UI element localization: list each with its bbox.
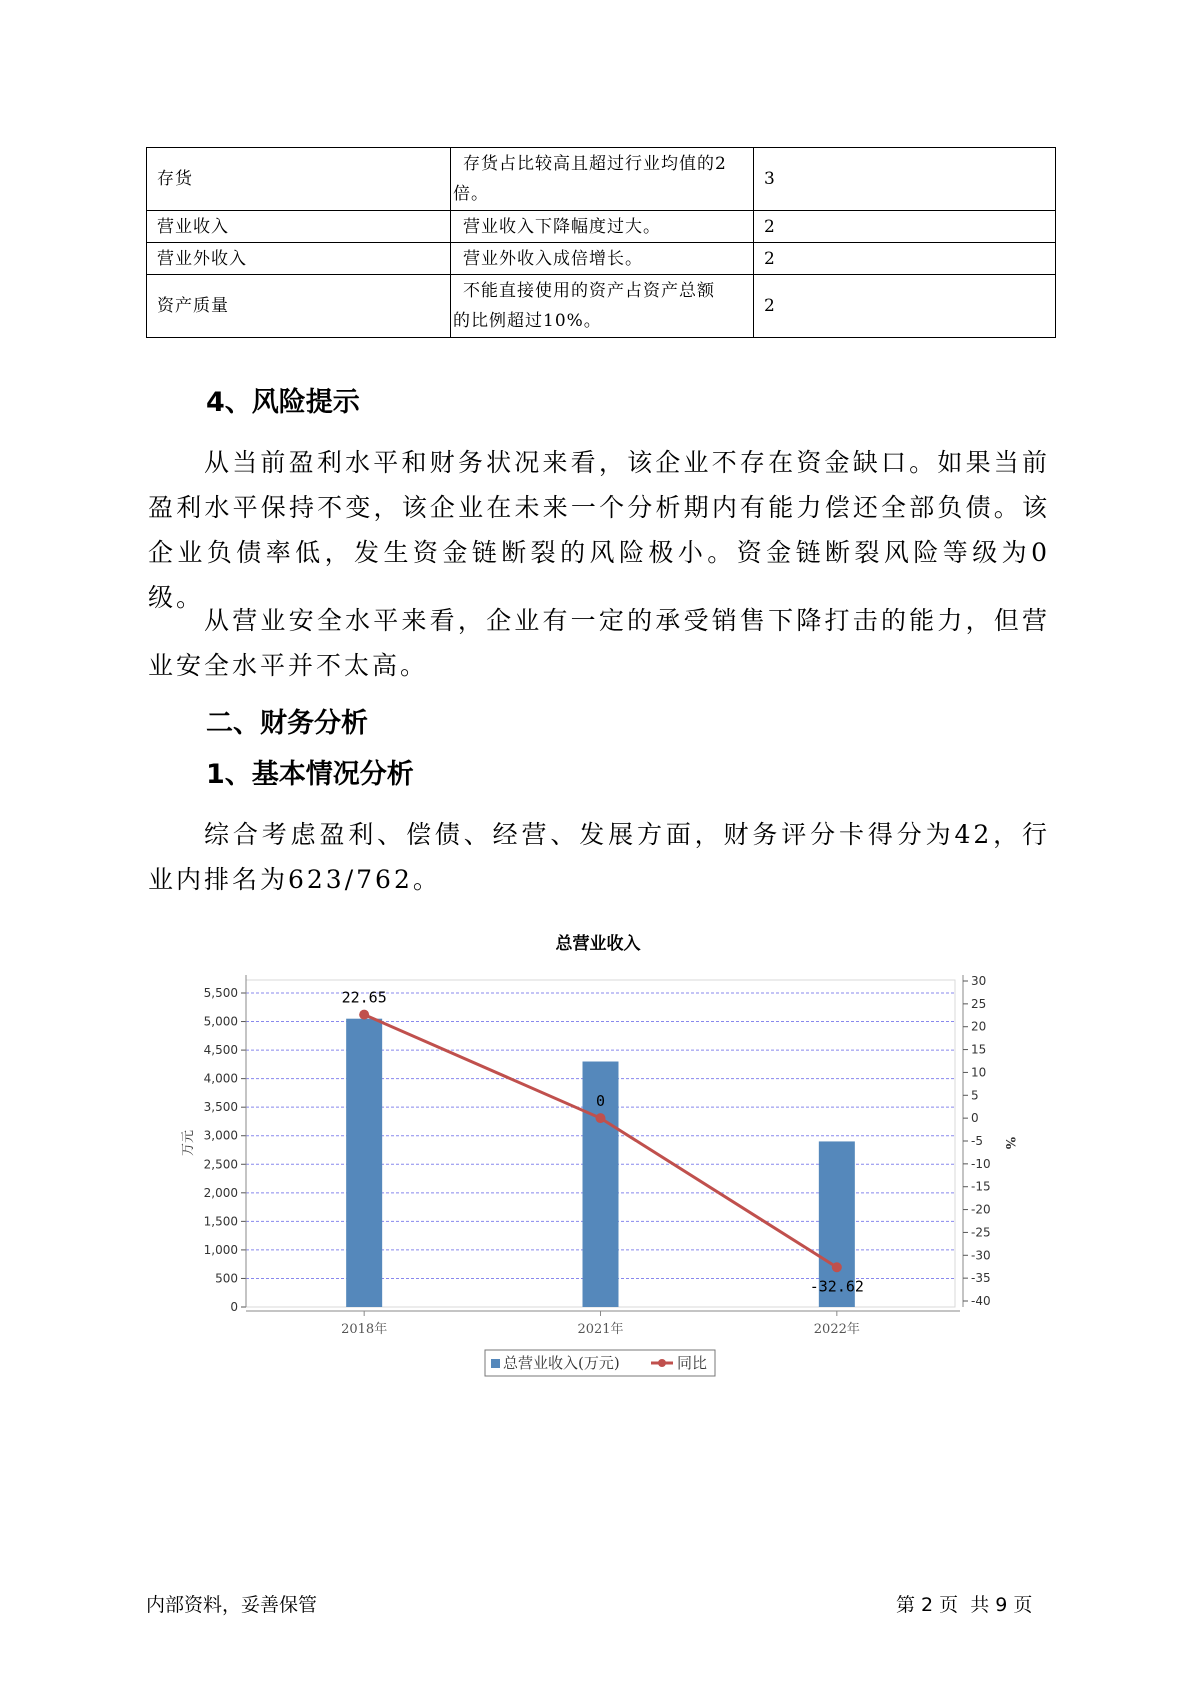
y-tick-label: 3,000 [203,1128,238,1143]
x-tick-label: 2021年 [577,1322,624,1337]
y-tick-label: 2,500 [203,1157,238,1172]
y-tick-label: 0 [230,1300,238,1314]
yoy-data-label: 22.65 [341,988,387,1007]
y-axis-title: 万元 [181,1129,196,1157]
y2-tick-label: 30 [971,974,987,988]
risk-description-line: 存货占比较高且超过行业均值的2 [463,154,727,174]
yoy-point [359,1010,369,1020]
y2-axis-title: % [1002,1136,1017,1150]
y-tick-label: 3,500 [203,1100,238,1115]
risk-paragraph-1: 从当前盈利水平和财务状况来看，该企业不存在资金缺口。如果当前盈利水平保持不变，该企业在未来一个分析期内有能力偿还全部负债。该企业负债率低，发生资金链断裂的风险极小。资金链断裂风险等级为0级。 [148,448,1050,612]
yoy-point [596,1113,606,1123]
y2-tick-label: -20 [971,1202,991,1217]
footer-confidential: 内部资料，妥善保管 [146,1594,318,1616]
legend-line-label: 同比 [677,1354,708,1372]
risk-heading: 4、风险提示 [206,387,360,418]
y2-tick-label: -30 [971,1248,991,1263]
y2-tick-label: 20 [971,1019,987,1034]
risk-item: 营业收入 [147,211,451,243]
risk-description-line: 倍。 [453,184,489,204]
risk-item: 营业外收入 [147,243,451,275]
risk-item: 存货 [147,148,451,211]
yoy-data-label: 0 [595,1092,606,1111]
y2-tick-label: 25 [971,996,987,1011]
y-tick-label: 5,000 [203,1014,238,1029]
y2-tick-label: -5 [971,1134,983,1148]
y2-tick-label: 0 [971,1111,979,1126]
y-tick-label: 500 [215,1271,238,1286]
y-tick-label: 1,500 [203,1214,238,1229]
bar [346,1019,382,1307]
legend-bar-swatch [491,1359,500,1368]
table-row [147,211,1056,243]
y2-tick-label: 10 [971,1065,987,1080]
risk-description-line: 营业外收入成倍增长。 [463,248,643,269]
basic-analysis-paragraph: 综合考虑盈利、偿债、经营、发展方面，财务评分卡得分为42，行业内排名为623/762。 [148,820,1050,894]
x-tick-label: 2022年 [813,1322,860,1337]
risk-table [146,147,1056,338]
risk-description [451,148,754,211]
y2-tick-label: -25 [971,1225,991,1240]
risk-score: 2 [754,243,1056,275]
y-tick-label: 2,000 [203,1185,238,1200]
y-tick-label: 4,000 [203,1071,238,1086]
risk-score: 3 [754,148,1056,211]
legend-bar-label: 总营业收入(万元) [503,1354,620,1372]
legend-line-marker [658,1359,666,1367]
risk-paragraph-2: 从营业安全水平来看，企业有一定的承受销售下降打击的能力，但营业安全水平并不太高。 [148,606,1050,680]
y-tick-label: 1,000 [203,1242,238,1257]
yoy-point [832,1262,842,1272]
basic-analysis-heading: 1、基本情况分析 [206,759,414,790]
chart-title: 总营业收入 [555,934,641,954]
yoy-data-label: -32.62 [809,1277,864,1296]
y-tick-label: 5,500 [203,986,238,1000]
table-row [147,148,1056,211]
finance-heading: 二、财务分析 [206,708,368,739]
risk-score: 2 [754,275,1056,338]
risk-description-line: 不能直接使用的资产占资产总额 [463,281,715,301]
risk-item: 资产质量 [147,275,451,338]
table-row [147,243,1056,275]
y2-tick-label: -40 [971,1294,991,1308]
table-row [147,275,1056,338]
risk-description [451,243,754,275]
revenue-chart [180,925,1020,1385]
y2-tick-label: -10 [971,1156,991,1171]
x-tick-label: 2018年 [341,1322,388,1337]
y2-tick-label: 15 [971,1042,987,1057]
y2-tick-label: -35 [971,1271,991,1286]
y2-tick-label: -15 [971,1179,991,1194]
risk-description-line: 营业收入下降幅度过大。 [463,216,661,237]
risk-description-line: 的比例超过10%。 [453,311,602,331]
footer-page-number: 第 2 页 共 9 页 [896,1594,1033,1616]
y2-tick-label: 5 [971,1088,979,1103]
risk-score: 2 [754,211,1056,243]
risk-description [451,211,754,243]
risk-description [451,275,754,338]
y-tick-label: 4,500 [203,1043,238,1058]
